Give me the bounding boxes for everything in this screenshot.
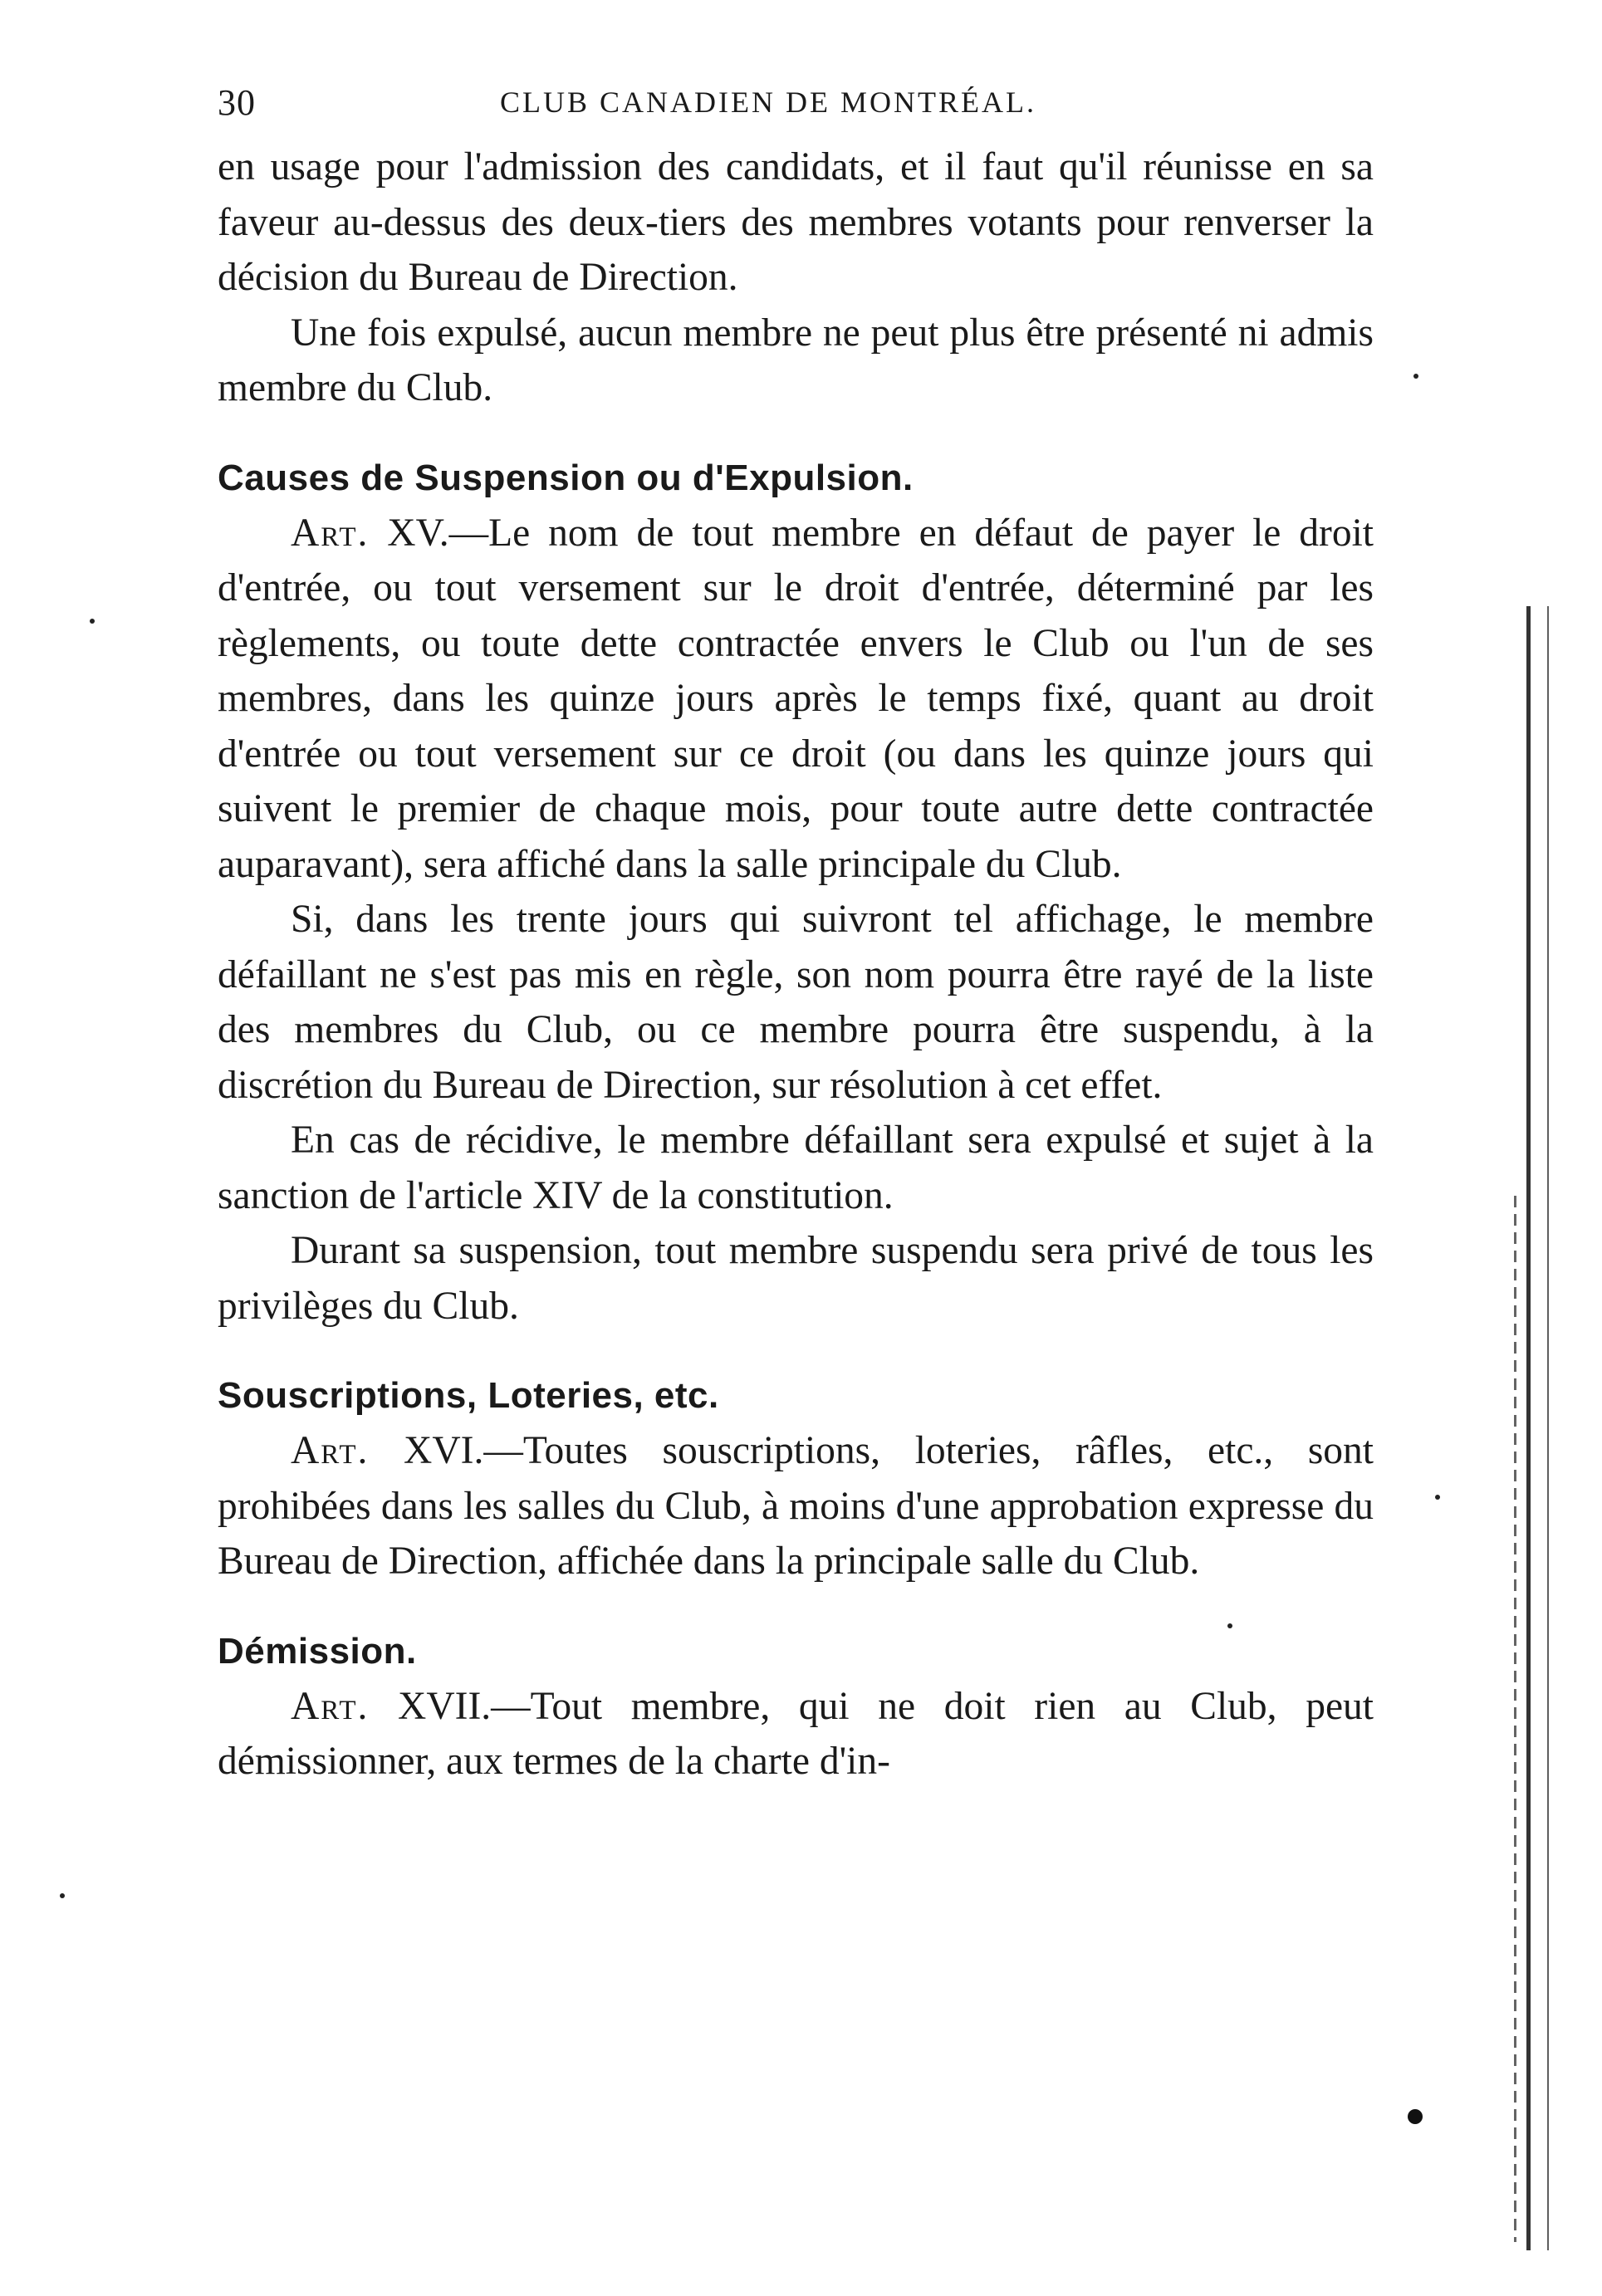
- scan-blot: [1408, 2109, 1423, 2124]
- running-head: [218, 73, 1374, 140]
- article-number: XVII.: [398, 1684, 492, 1728]
- article-label: Art.: [291, 511, 370, 555]
- scan-speck: [1227, 1623, 1232, 1628]
- article-xv-paragraph-2: Si, dans les trente jours qui suivront tel affichage, le membre défaillant ne s'est pas mis en règle, son nom pourra être rayé de la liste des membres du Club, ou ce membre pourra être suspendu, à la discrétion du Bureau de Direction, sur résolution à cet effet.: [218, 898, 1374, 1107]
- article-text: —Le nom de tout membre en défaut de payer le droit d'entrée, ou tout versement sur le droit d'entrée, déterminé par les règlements, ou toute dette contractée envers le Club ou l'un de ses membres, dans les quinze jours après le temps fixé, quant au droit d'entrée ou tout versement sur ce droit (ou dans les quinze jours qui suivent le premier de chaque mois, pour toute autre dette contractée auparavant), sera affiché dans la salle principale du Club.: [218, 511, 1374, 886]
- article-xvii-paragraph: [218, 1679, 1374, 1789]
- article-xv-paragraph-3: En cas de récidive, le membre défaillant sera expulsé et sujet à la sanction de l'article XIV de la constitution.: [218, 1119, 1374, 1217]
- scan-speck: [1413, 374, 1418, 379]
- article-number: XV.: [387, 511, 449, 555]
- scan-speck: [60, 1893, 65, 1898]
- page-edge-shadow-inner: [1514, 1196, 1516, 2242]
- article-text: —Tout membre, qui ne doit rien au Club, peut démissionner, aux termes de la charte d'in-: [218, 1684, 1374, 1783]
- article-xvi-paragraph: [218, 1423, 1374, 1589]
- section-heading-xv: Causes de Suspension ou d'Expulsion.: [218, 457, 914, 498]
- article-xv-paragraph: [218, 506, 1374, 893]
- article-text: —Toutes souscriptions, loteries, râfles, etc., sont prohibées dans les salles du Club, à moins d'une approbation expresse du Bureau de Direction, affichée dans la principale salle du Club.: [218, 1429, 1374, 1583]
- page-edge-shadow: [1526, 606, 1549, 2250]
- scan-speck: [1435, 1495, 1440, 1500]
- scan-speck: [90, 619, 95, 624]
- section-heading-xvi: Souscriptions, Loteries, etc.: [218, 1375, 719, 1416]
- paragraph-expulsion-note: Une fois expulsé, aucun membre ne peut plus être présenté ni admis membre du Club.: [218, 311, 1374, 409]
- article-xv-paragraph-4: Durant sa suspension, tout membre suspendu sera privé de tous les privilèges du Club.: [218, 1229, 1374, 1328]
- article-number: XVI.: [404, 1429, 484, 1472]
- running-title: CLUB CANADIEN DE MONTRÉAL.: [500, 86, 1036, 119]
- article-label: Art.: [291, 1429, 370, 1472]
- document-page: [218, 73, 1374, 1789]
- article-label: Art.: [291, 1684, 370, 1728]
- page-number: 30: [218, 82, 256, 123]
- section-heading-xvii: Démission.: [218, 1630, 417, 1672]
- paragraph-continuation: en usage pour l'admission des candidats, et il faut qu'il réunisse en sa faveur au-dessus des deux-tiers des membres votants pour renverser la décision du Bureau de Direction.: [218, 145, 1374, 299]
